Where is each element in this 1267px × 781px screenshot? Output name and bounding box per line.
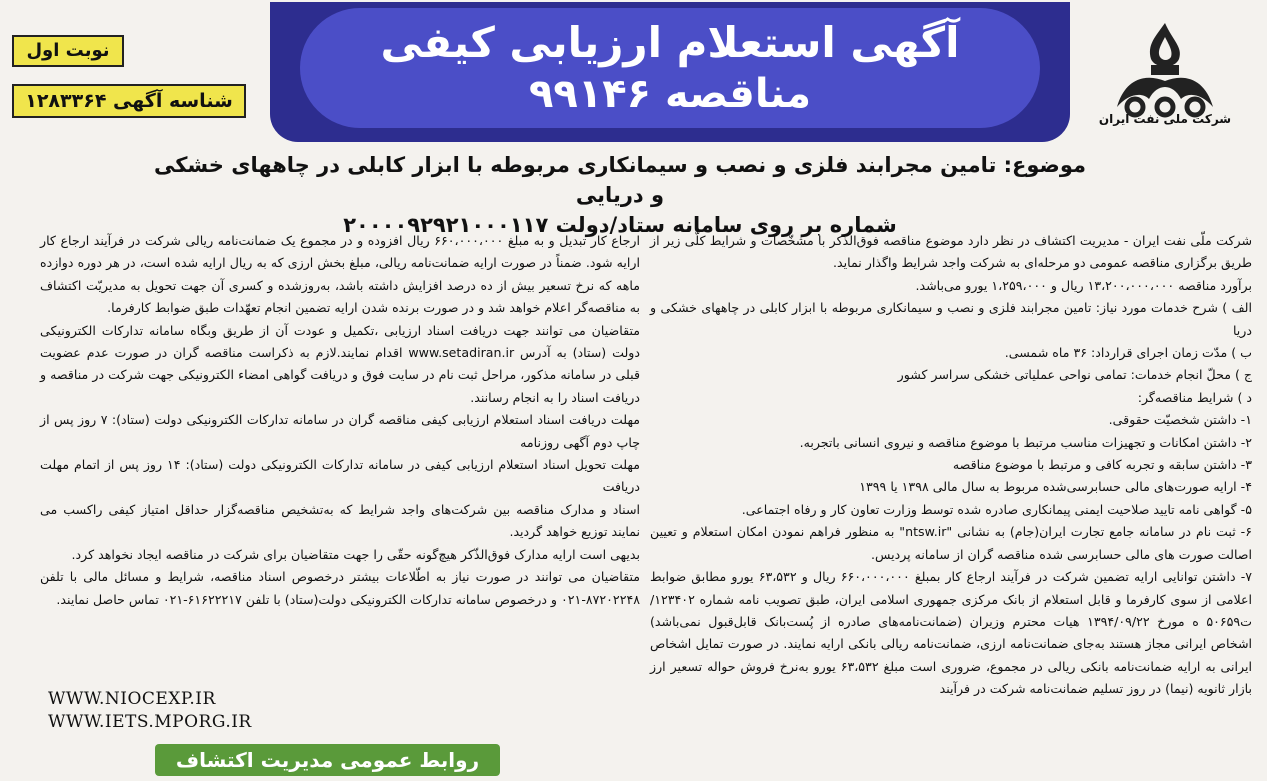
website-links bbox=[48, 688, 252, 734]
paragraph: برآورد مناقصه ۱۳،۲۰۰،۰۰۰،۰۰۰ ریال و ۱،۲۵۹،۰۰۰ یورو می‌باشد. bbox=[915, 277, 1252, 293]
paragraph: ۶- ثبت نام در سامانه جامع تجارت ایران(جام) به نشانی "ntsw.ir" به منظور فراهم نمودن امکان استعلام و تعیین اصالت صورت های مالی حسابرسی شده مناقصه گران از سامانه پردیس. bbox=[650, 524, 1252, 562]
paragraph: ۳- داشتن سابقه و تجربه کافی و مرتبط با موضوع مناقصه bbox=[952, 457, 1252, 473]
left-text-column bbox=[40, 230, 640, 611]
paragraph: شرکت ملّی نفت ایران - مدیریت اکتشاف در نظر دارد موضوع مناقصه فوق‌الذّکر با مشخّصات و شرایط کلّی زیر از طریق برگزاری مناقصه عمومی دو مرحله‌ای به شرکت واجد شرایط واگذار نماید. bbox=[650, 233, 1252, 271]
round-badge: نوبت اول bbox=[12, 35, 124, 67]
paragraph: ب ) مدّت زمان اجرای قرارداد: ۳۶ ماه شمسی. bbox=[1004, 345, 1252, 361]
paragraph: متقاضیان می توانند جهت دریافت اسناد ارزیابی ،تکمیل و عودت آن از طریق وبگاه سامانه تدارکات الکترونیکی دولت (ستاد) به آدرس www.setadiran.ir اقدام نمایند.لازم به ذکراست مناقصه گران در صورت عدم عضویت قبلی در سامانه مذکور، مراحل ثبت نام در سایت فوق و دریافت گواهی امضاء الکترونیکی جهت شرکت در مناقصه و دریافت اسناد را به انجام رسانند. bbox=[40, 322, 640, 405]
subject-title: موضوع: تامین مجرابند فلزی و نصب و سیمانکاری مربوطه با ابزار کابلی در چاههای خشکی و دریایی bbox=[153, 153, 1087, 207]
website-link[interactable]: WWW.IETS.MPORG.IR bbox=[48, 712, 252, 732]
paragraph: ۷- داشتن توانایی ارایه تضمین شرکت در فرآیند ارجاع کار بمبلغ ۶۶۰،۰۰۰،۰۰۰ ریال و ۶۳،۵۳۲ یورو مطابق ضوابط اعلامی از سوی کارفرما و قابل استعلام از بانک مرکزی جمهوری اسلامی ایران، طبق تصویب نامه شماره ۱۲۳۴۰۲/ت۵۰۶۵۹ ه مورخ ۱۳۹۴/۰۹/۲۲ هیات محترم وزیران (ضمانت‌نامه‌های صادره از پُست‌بانک قابل‌قبول نمی‌باشد) اشخاص ایرانی مجاز هستند به‌جای ضمانت‌نامه ارزی، ضمانت‌نامه ریالی بانکی ارایه نمایند. در صورت تمایل اشخاص ایرانی به ارایه ضمانت‌نامه بانکی ریالی در مجموع، ضروری است مبلغ ۶۳،۵۳۲ یورو به‌نرخ فروش حواله تسعیر ارز بازار ثانویه (نیما) در روز تسلیم ضمانت‌نامه شرکت در فرآیند bbox=[650, 569, 1253, 697]
paragraph: ۴- ارایه صورت‌های مالی حسابرسی‌شده مربوط به سال مالی ۱۳۹۸ یا ۱۳۹۹ bbox=[859, 479, 1252, 495]
paragraph: ۵- گواهی نامه تایید صلاحیت ایمنی پیمانکاری صادره شده توسط وزارت تعاون کار و رفاه اجتماعی. bbox=[741, 501, 1252, 517]
paragraph: ۲- داشتن امکانات و تجهیزات مناسب مرتبط با موضوع مناقصه و نیروی انسانی باتجربه. bbox=[799, 434, 1252, 450]
paragraph: د ) شرایط مناقصه‌گر: bbox=[1137, 389, 1252, 405]
nioc-flame-logo-icon bbox=[1085, 15, 1245, 150]
subject-block bbox=[150, 150, 1090, 240]
paragraph: مهلت تحویل اسناد استعلام ارزیابی کیفی در سامانه تدارکات الکترونیکی دولت (ستاد): ۱۴ روز پس از اتمام مهلت دریافت bbox=[40, 457, 640, 495]
logo-caption: شرکت ملی نفت ایران bbox=[1098, 112, 1232, 126]
tender-number: مناقصه ۹۹۱۴۶ bbox=[529, 71, 811, 117]
ad-id-badge: شناسه آگهی ۱۲۸۳۳۶۴ bbox=[12, 84, 246, 118]
paragraph: ۱- داشتن شخصیّت حقوقی. bbox=[1108, 412, 1252, 428]
website-link[interactable]: WWW.NIOCEXP.IR bbox=[48, 689, 216, 709]
system-number: شماره بر روی سامانه ستاد/دولت ۲۰۰۰۰۹۲۹۲۱۰۰۰۱۱۷ bbox=[343, 213, 897, 237]
footer-banner: روابط عمومی مدیریت اکتشاف bbox=[155, 744, 500, 776]
paragraph: بدیهی است ارایه مدارک فوق‌الذّکر هیچ‌گونه حقّی را جهت متقاضیان برای شرکت در مناقصه ایجاد نخواهد کرد. bbox=[71, 546, 640, 562]
notice-title: آگهی استعلام ارزیابی کیفی bbox=[380, 18, 960, 67]
paragraph: مهلت دریافت اسناد استعلام ارزیابی کیفی مناقصه گران در سامانه تدارکات الکترونیکی دولت (ستاد): ۷ روز پس از چاپ دوم آگهی روزنامه bbox=[40, 412, 640, 450]
paragraph: متقاضیان می توانند در صورت نیاز به اطّلاعات بیشتر درخصوص اسناد مناقصه، شرایط و مسائل مالی با تلفن ۸۷۲۰۲۲۴۸-۰۲۱ و درخصوص سامانه تدارکات الکترونیکی دولت(ستاد) با تلفن ۶۱۶۲۲۲۱۷-۰۲۱ تماس حاصل نمایند. bbox=[40, 569, 640, 607]
paragraph: ج ) محلّ انجام خدمات: تمامی نواحی عملیاتی خشکی سراسر کشور bbox=[897, 367, 1252, 383]
header-title-box bbox=[300, 8, 1040, 128]
paragraph: الف ) شرح خدمات مورد نیاز: تامین مجرابند فلزی و نصب و سیمانکاری مربوطه با ابزار کابلی در چاههای خشکی و دریا bbox=[650, 300, 1252, 338]
paragraph: اسناد و مدارک مناقصه بین شرکت‌های واجد شرایط که به‌تشخیص مناقصه‌گزار حداقل امتیاز کیفی راکسب می نمایند توزیع خواهد گردید. bbox=[40, 501, 640, 540]
right-text-column bbox=[650, 230, 1252, 701]
paragraph: ارجاع کار تبدیل و به مبلغ ۶۶۰،۰۰۰،۰۰۰ ریال افزوده و در مجموع یک ضمانت‌نامه ریالی شرکت در فرآیند ارجاع کار ارایه شود. ضمناً در صورت ارایه ضمانت‌نامه ریالی، مبلغ بخش ارزی که به ریال ارایه شده است، در هر دوره دوازده ماهه که نرخ تسعیر بیش از ده درصد افزایش داشته باشد، به‌روزشده و کسری آن جهت تحویل به مدیریّت اکتشاف به مناقصه‌گر اعلام خواهد شد و در صورت برنده شدن ارایه تضمین انجام تعهّدات طبق ضوابط کارفرما. bbox=[40, 233, 640, 316]
